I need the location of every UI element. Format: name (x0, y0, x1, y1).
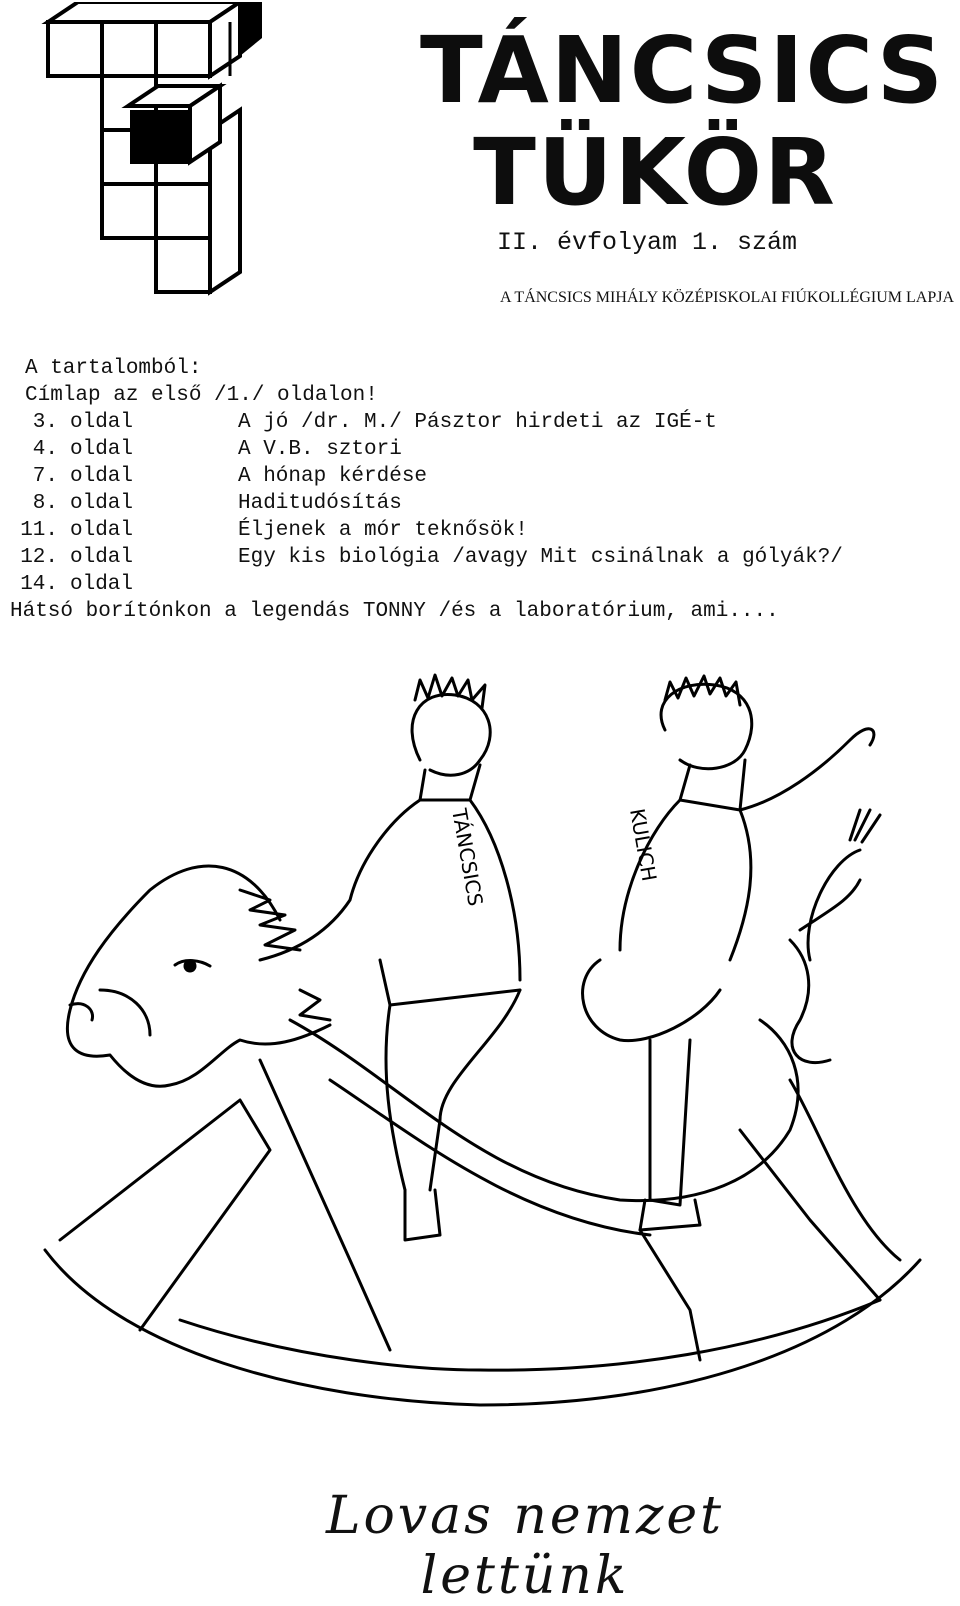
toc-entry (10, 517, 960, 544)
shirt-text-left: TÁNCSICS (447, 806, 488, 908)
horse-body (290, 1020, 798, 1201)
toc-page-number: 4. (32, 438, 58, 461)
toc-page-word: oldal (70, 492, 134, 515)
table-of-contents (10, 355, 960, 625)
toc-entry-title: A V.B. sztori (238, 438, 402, 461)
rider-left (260, 675, 520, 1240)
toc-page-number: 7. (32, 465, 58, 488)
title-line-2: TÜKÖR (473, 119, 837, 226)
rocker-inner (180, 1300, 880, 1370)
title-line-1: TÁNCSICS (420, 17, 946, 124)
rocker-outer (45, 1250, 920, 1405)
toc-entry-page (10, 490, 238, 517)
toc-entry-page (10, 463, 238, 490)
toc-entry (10, 544, 960, 571)
toc-entry-title: A hónap kérdése (238, 465, 428, 488)
toc-page-word: oldal (70, 438, 134, 461)
toc-entry-page (10, 571, 238, 598)
toc-entry (10, 409, 960, 436)
toc-entry (10, 490, 960, 517)
toc-page-word: oldal (70, 519, 134, 542)
rider-right (583, 676, 880, 1230)
toc-page-number: 3. (32, 411, 58, 434)
toc-cover-line: Címlap az első /1./ oldalon! (25, 384, 378, 407)
toc-heading: A tartalomból: (25, 357, 202, 380)
cube-logo (40, 2, 280, 312)
toc-page-number: 12. (20, 546, 58, 569)
toc-entry (10, 463, 960, 490)
toc-back-line: Hátsó borítónkon a legendás TONNY /és a laboratórium, ami.... (10, 600, 779, 623)
toc-entry-title: Egy kis biológia /avagy Mit csinálnak a gólyák?/ (238, 546, 843, 569)
illustration-caption: Lovas nemzet lettünk (325, 1486, 725, 1606)
toc-page-number: 14. (20, 573, 58, 596)
toc-entry (10, 571, 960, 598)
toc-entry-page (10, 544, 238, 571)
toc-page-number: 11. (20, 519, 58, 542)
toc-entry-title: Éljenek a mór teknősök! (238, 519, 528, 542)
toc-page-number: 8. (32, 492, 58, 515)
rocking-horse-illustration (0, 660, 960, 1470)
issue-label: II. évfolyam 1. szám (497, 228, 798, 257)
toc-page-word: oldal (70, 411, 134, 434)
toc-page-word: oldal (70, 546, 134, 569)
toc-entry (10, 436, 960, 463)
horse-head (67, 866, 330, 1086)
toc-entry-page (10, 436, 238, 463)
toc-entry-title: Haditudósítás (238, 492, 402, 515)
toc-entry-page (10, 517, 238, 544)
toc-page-word: oldal (70, 573, 134, 596)
shirt-text-right: KULICH (625, 806, 662, 884)
masthead-subtitle: A TÁNCSICS MIHÁLY KÖZÉPISKOLAI FIÚKOLLÉGIUM LAPJA (500, 289, 954, 306)
toc-page-word: oldal (70, 465, 134, 488)
toc-entry-page (10, 409, 238, 436)
toc-entry-title: A jó /dr. M./ Pásztor hirdeti az IGÉ-t (238, 411, 717, 434)
toc-entries (10, 409, 960, 598)
